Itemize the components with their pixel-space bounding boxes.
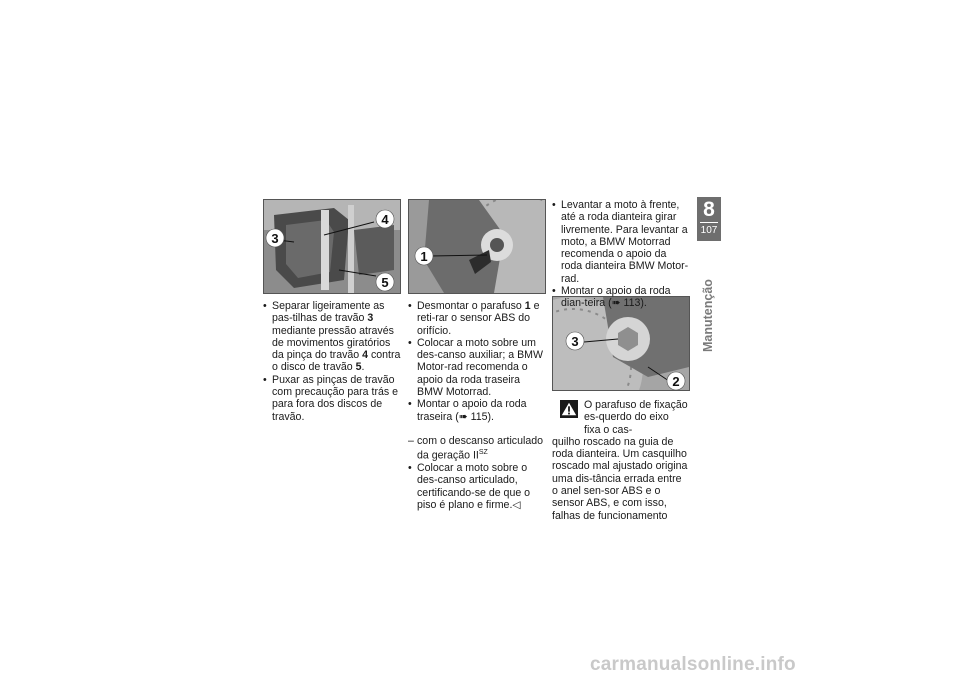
warning-triangle-icon [560, 400, 578, 418]
arrow-ref-icon: ➠ [611, 297, 621, 310]
callout-2: 2 [672, 374, 680, 389]
step-pull-calipers: • Puxar as pinças de travão com precaução para trás e para fora dos discos de travão. [263, 374, 405, 423]
chapter-divider [700, 222, 718, 223]
step-mount-rear-stand: • Montar o apoio da roda traseira (➠ 115). [408, 398, 548, 423]
callout-4: 4 [381, 212, 389, 227]
chapter-tab [697, 197, 721, 241]
condition-swing-stand: – com o descanso articulado da geração $II^{SZ}$ [408, 435, 548, 462]
ref-4: 4 [362, 349, 369, 362]
column-2 [408, 300, 548, 511]
warning-block [552, 399, 688, 522]
figure-brake-caliper [263, 199, 401, 294]
step-separate-pads: • Separar ligeiramente as pas-tilhas de travão 3 mediante pressão através de movimentos giratórios da pinça do travão 4 contra o disco de travão 5. [263, 300, 405, 374]
page-number: 107 [700, 225, 718, 236]
step-mount-front-stand: • Montar o apoio da roda dian-teira (➠ 113). [552, 285, 690, 310]
sz-superscript: SZ [478, 449, 488, 457]
step-lift-front: • Levantar a moto à frente, até a roda dianteira girar livremente. Para levantar a moto, a BMW Motorrad recomenda o apoio da roda dianteira BMW Motor-rad. [552, 199, 690, 285]
arrow-ref-icon: ➠ [458, 410, 468, 423]
ref-1: 1 [524, 300, 531, 312]
watermark: carmanualsonline.info [590, 654, 796, 675]
ref-3: 3 [367, 312, 374, 325]
figure-abs-sensor [408, 199, 546, 294]
step-remove-screw: • Desmontar o parafuso 1 e reti-rar o sensor ABS do orifício. [408, 300, 548, 337]
callout-3: 3 [271, 231, 279, 246]
callout-3: 3 [571, 334, 579, 349]
figure-axle-screw [552, 296, 690, 391]
chapter-number: 8 [703, 198, 715, 221]
ref-5: 5 [355, 361, 362, 374]
callout-5: 5 [381, 275, 389, 290]
column-3 [552, 199, 690, 310]
callout-1: 1 [420, 249, 428, 264]
chapter-title: Manutenção [701, 279, 715, 352]
step-place-on-stand: • Colocar a moto sobre o des-canso articulado, certificando-se de que o piso é plano e firme.◁ [408, 462, 548, 511]
end-mark-icon: ◁ [512, 498, 521, 511]
warning-text: quilho roscado na guia de roda dianteira. Um casquilho roscado mal ajustado origina uma dis-tância errada entre o anel sen-sor ABS e o sensor ABS, e com isso, falhas de funcionamento [552, 435, 688, 522]
column-1 [263, 300, 405, 423]
step-auxiliary-stand: • Colocar a moto sobre um des-canso auxiliar; a BMW Motor-rad recomenda o apoio da roda traseira BMW Motorrad. [408, 337, 548, 398]
warning-lead: O parafuso de fixação es-querdo do eixo fixa o cas- [584, 399, 688, 436]
